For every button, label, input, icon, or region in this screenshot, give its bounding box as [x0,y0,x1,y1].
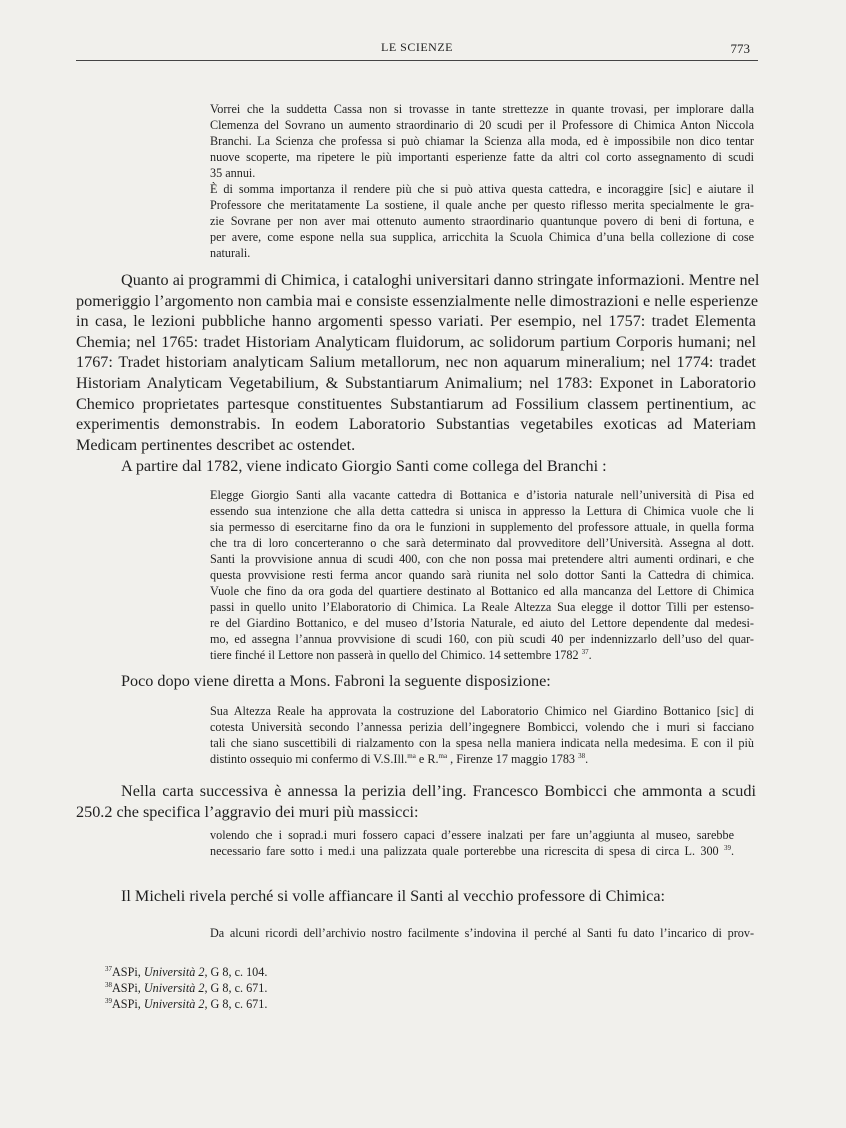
paragraph-programmi [76,270,760,455]
quote-2-line: re del Giardino Bottanico, e del museo d’Istoria Naturale, ed aiuto del Lettore dependente dal medesi- [210,616,754,630]
paragraph-line: Quanto ai programmi di Chimica, i cataloghi universitari danno stringate informazioni. Mentre nel [121,271,760,289]
footnote-title: Università 2 [143,981,205,995]
quote-2-line: questa provvisione resti ferma ancor quando sarà riunita nel solo dottor Santi la Cattedra di chimica. [210,568,754,582]
superscript: ma [407,752,416,760]
block-quote-2 [210,487,754,663]
quote-1-line: 35 annui. [210,166,256,180]
quote-1-line: zie Sovrane per non aver mai ottenuto aumento straordinario quantunque povero di beni di fortuna, e [210,214,754,228]
footnote [105,980,267,996]
footnote-number: 39 [105,997,112,1005]
quote-2-line: essendo sua intenzione che alla detta cattedra si unisca in appresso la Lettura di Chimica vuole che li [210,504,754,518]
quote-3-line: tali che siano suscettibili di rialzamento con la spesa nella maniera indicata nella medesima. E con il più [210,736,754,750]
quote-1-line: Clemenza del Sovrano un aumento straordinario di 20 scudi per il Professore di Chimica Anton Niccola [210,118,754,132]
footnote-text: ASPi, [112,965,144,979]
footnote-title: Università 2 [143,997,205,1011]
quote-1-line: Vorrei che la suddetta Cassa non si trovasse in tante strettezze in quante trovasi, per implorare dalla [210,102,754,116]
footnote-number: 38 [105,981,112,989]
block-quote-1 [210,101,754,261]
footnote-ref: 38 [578,752,586,760]
footnote [105,996,267,1012]
quote-2-last-line: tiere finché il Lettore non passerà in quello del Chimico. 14 settembre 1782 $^{37}$. [210,648,592,662]
quote-2-line: che tra di loro concerteranno o che sarà determinato dal provveditore dell’Università. Assegna al dott. [210,536,754,550]
paragraph-line: Chemia; nel 1765: tradet Historiam Analyticam fluidorum, ac solidorum partium Corporis humani; nel [76,332,756,351]
quote-1-line: nuove scoperte, ma ripetere le più importanti esperienze fatte da altri col corto assegnamento di scudi [210,150,754,164]
paragraph-line: 250.2 che specifica l’aggravio dei muri più massicci: [76,802,419,821]
quote-2-line: tiere finché il Lettore non passerà in quello del Chimico. 14 settembre 1782 [210,648,579,662]
paragraph-santi-intro: A partire dal 1782, viene indicato Giorgio Santi come collega del Branchi : [121,457,607,475]
page-header [76,40,758,61]
quote-5-line: Da alcuni ricordi dell’archivio nostro facilmente s’indovina il perché al Santi fu dato l’incarico di prov- [210,926,754,940]
footnote-text: , G 8, c. 671. [204,997,268,1011]
paragraph-line: Nella carta successiva è annessa la perizia dell’ing. Francesco Bombicci che ammonta a scudi [121,782,756,800]
quote-3-text: distinto ossequio mi confermo di V.S.Ill. [210,752,408,766]
paragraph-fabroni: Poco dopo viene diretta a Mons. Fabroni la seguente disposizione: [121,672,551,690]
footnote-text: ASPi, [112,997,144,1011]
quote-1-line: naturali. [210,246,251,260]
footnotes [105,964,267,1012]
quote-2-line: mo, ed assegna l’annua provvisione di scudi 160, con più scudi 40 per indennizzarlo dell’uso del quar- [210,632,754,646]
paragraph-line: in casa, le lezioni pubbliche hanno argomenti spesso variati. Per esempio, nel 1757: tradet Elementa [76,312,756,331]
footnote-text: , G 8, c. 104. [204,965,268,979]
block-quote-4 [210,827,734,859]
quote-1-line: per avere, come espone nella sua supplica, arricchita la Scuola Chimica d’una bella collezione di cose [210,230,754,244]
quote-3-line: Sua Altezza Reale ha approvata la costruzione del Laboratorio Chimico nel Giardino Bottanico [sic] di [210,704,754,718]
paragraph-line: experimentis demonstrabis. In eodem Laboratorio Substantias vegetabiles exoticas ad Materiam [76,415,756,434]
page-number: 773 [730,41,750,56]
footnote-ref: 39 [723,844,731,852]
quote-2-line: passi in quello unito l’Elaboratorio di Chimica. La Reale Altezza Sua elegge il dottor Tilli per estenso- [210,600,754,614]
quote-4-line: necessario fare sotto i med.i una palizzata quale porterebbe una ricrescita di spesa di circa L. 300 [210,844,719,858]
quote-3-line: cotesta Università secondo l’annessa perizia dell’ingegnere Bombicci, volendo che i muri si facciano [210,720,754,734]
block-quote-3 [210,703,754,767]
quote-3-text: , Firenze 17 maggio 1783 [447,752,576,766]
paragraph-line: Chemico proprietates partesque constituentes Substantiarum ad Fossilium classem pertinentium, ac [76,394,756,413]
paragraph-line: 1767: Tradet historiam analyticam Salium metallorum, nec non aquarum mineralium; nel 1774: tradet [76,353,756,372]
quote-4-last-line: necessario fare sotto i med.i una palizzata quale porterebbe una ricrescita di spesa di circa L. 300 $^{39}$. [210,844,734,858]
quote-4-line: volendo che i soprad.i muri fossero capaci d’essere inalzati per fare un’aggiunta al museo, sarebbe [210,828,734,842]
footnote-text: , G 8, c. 671. [204,981,268,995]
quote-3-text: e R. [415,752,439,766]
quote-2-line: sia permesso di esercitarne fino da ora le funzioni in supplemento del professore attuale, in quella forma [210,520,754,534]
superscript: ma [438,752,448,760]
footnote-title: Università 2 [143,965,205,979]
quote-1-line: È di somma importanza il rendere più che si può attiva questa cattedra, e incoraggire [sic] e aiutare il [210,182,754,196]
quote-2-line: Vuole che fino da ora goda del quartiere destinato al Bottanico ed alla mancanza del Lettore di Chimica [210,584,754,598]
paragraph-line: Historiam Analyticam Vegetabilium, & Substantiarum Animalium; nel 1783: Exponet in Laboratorio [76,373,756,392]
running-title: LE SCIENZE [381,40,453,54]
footnote-number: 37 [105,965,112,973]
quote-3-last-line: distinto ossequio mi confermo di V.S.Ill.$^{ma}$ e R.$^{ma}$ , Firenze 17 maggio 1783 $^{38}$. [210,752,589,766]
paragraph-line: pomeriggio l’argomento non cambia mai e consiste essenzialmente nelle dimostrazioni e nelle esperienze [76,291,759,310]
block-quote-5 [210,925,754,941]
paragraph-line: Medicam pertinentes describet ac ostendet. [76,435,356,454]
quote-2-line: Santi la provvisione annua di scudi 400, con che non possa mai pretendere altri aumenti ordinari, e che [210,552,754,566]
paragraph-perizia [76,781,756,822]
footnote [105,964,267,980]
quote-1-line: Professore che meritatamente La sostiene, il quale anche per questo riflesso merita specialmente le gra- [210,198,754,212]
footnote-ref: 37 [581,648,589,656]
quote-1-line: Branchi. La Scienza che professa si può chiamar la Scienza alla moda, ed è impossibile non dico tentar [210,134,754,148]
paragraph-micheli: Il Micheli rivela perché si volle affiancare il Santi al vecchio professore di Chimica: [121,887,666,905]
quote-2-line: Elegge Giorgio Santi alla vacante cattedra di Bottanica e d’istoria naturale nell’università di Pisa ed [210,488,754,502]
footnote-text: ASPi, [112,981,144,995]
